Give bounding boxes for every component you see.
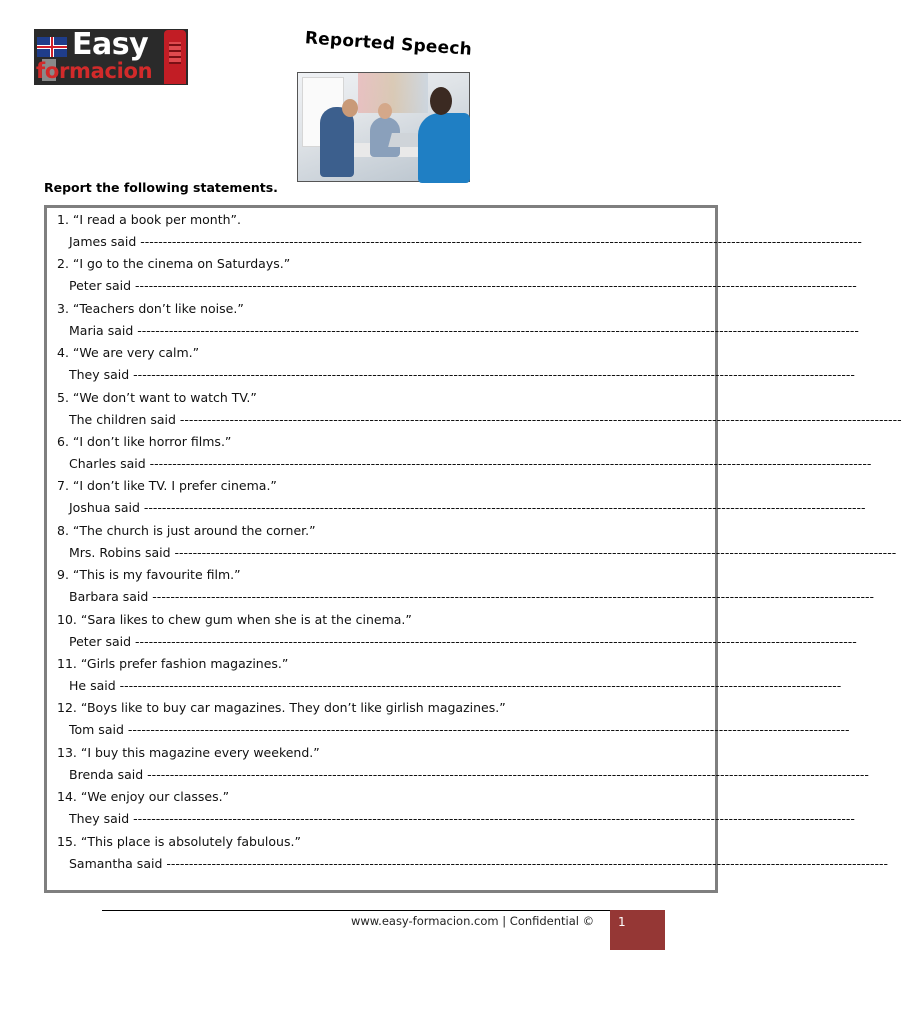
instruction-text: Report the following statements. <box>44 180 278 195</box>
answer-blank[interactable]: ---------------------------------------------------------------------------------------------------------------------------------------------------------------- <box>115 678 842 693</box>
answer-line-6[interactable] <box>57 456 872 471</box>
answer-line-4[interactable] <box>57 367 855 383</box>
statement-7: 7. “I don’t like TV. I prefer cinema.” <box>57 478 277 494</box>
statement-11: 11. “Girls prefer fashion magazines.” <box>57 656 289 671</box>
logo-text-formacion: formacion <box>36 59 153 83</box>
statement-8: 8. “The church is just around the corner.” <box>57 522 316 538</box>
answer-label: Brenda said <box>69 766 144 782</box>
brand-logo <box>34 29 188 85</box>
answer-label: He said <box>69 678 116 693</box>
answer-label: Maria said <box>69 322 134 338</box>
answer-blank[interactable]: ---------------------------------------------------------------------------------------------------------------------------------------------------------------- <box>148 589 874 605</box>
answer-label: Samantha said <box>69 855 163 871</box>
answer-label: They said <box>69 367 130 383</box>
answer-blank[interactable]: ---------------------------------------------------------------------------------------------------------------------------------------------------------------- <box>162 855 889 871</box>
statement-9: 9. “This is my favourite film.” <box>57 567 241 583</box>
answer-line-1[interactable] <box>57 234 862 249</box>
answer-blank[interactable]: ---------------------------------------------------------------------------------------------------------------------------------------------------------------- <box>145 456 872 471</box>
answer-label: They said <box>69 811 130 827</box>
answer-label: James said <box>69 234 137 249</box>
answer-label: Barbara said <box>69 589 149 605</box>
answer-label: Joshua said <box>69 500 140 516</box>
answer-line-11[interactable] <box>57 678 842 693</box>
answer-blank[interactable]: ---------------------------------------------------------------------------------------------------------------------------------------------------------------- <box>139 500 866 516</box>
answer-line-12[interactable] <box>57 722 850 738</box>
answer-blank[interactable]: ---------------------------------------------------------------------------------------------------------------------------------------------------------------- <box>175 411 902 427</box>
answer-label: Mrs. Robins said <box>69 544 171 560</box>
page-title: Reported Speech <box>304 28 473 60</box>
answer-blank[interactable]: ---------------------------------------------------------------------------------------------------------------------------------------------------------------- <box>170 544 897 560</box>
statement-12: 12. “Boys like to buy car magazines. They don’t like girlish magazines.” <box>57 700 506 716</box>
phone-booth-icon <box>164 30 186 84</box>
logo-text-easy: Easy <box>72 27 149 62</box>
footer-text: www.easy-formacion.com | Confidential © <box>351 914 595 928</box>
statement-14: 14. “We enjoy our classes.” <box>57 789 230 805</box>
statement-4: 4. “We are very calm.” <box>57 345 200 361</box>
answer-label: The children said <box>69 411 176 427</box>
footer-divider <box>102 910 610 911</box>
answer-blank[interactable]: ---------------------------------------------------------------------------------------------------------------------------------------------------------------- <box>129 811 855 827</box>
answer-line-13[interactable] <box>57 766 869 782</box>
answer-blank[interactable]: ---------------------------------------------------------------------------------------------------------------------------------------------------------------- <box>131 633 857 649</box>
statement-5: 5. “We don’t want to watch TV.” <box>57 389 257 405</box>
union-jack-icon <box>37 37 67 57</box>
answer-label: Charles said <box>69 456 146 471</box>
answer-label: Peter said <box>69 633 132 649</box>
answer-line-3[interactable] <box>57 322 859 338</box>
answer-line-15[interactable] <box>57 855 889 871</box>
statement-2: 2. “I go to the cinema on Saturdays.” <box>57 256 291 272</box>
answer-line-10[interactable] <box>57 633 857 649</box>
answer-line-9[interactable] <box>57 589 874 605</box>
answer-blank[interactable]: ---------------------------------------------------------------------------------------------------------------------------------------------------------------- <box>123 722 850 738</box>
answer-blank[interactable]: ---------------------------------------------------------------------------------------------------------------------------------------------------------------- <box>143 766 869 782</box>
answer-label: Peter said <box>69 278 132 294</box>
answer-label: Tom said <box>69 722 124 738</box>
answer-line-7[interactable] <box>57 500 866 516</box>
answer-line-2[interactable] <box>57 278 857 294</box>
statement-15: 15. “This place is absolutely fabulous.” <box>57 833 301 849</box>
statement-1: 1. “I read a book per month”. <box>57 212 241 227</box>
statement-10: 10. “Sara likes to chew gum when she is at the cinema.” <box>57 611 412 627</box>
answer-blank[interactable]: ---------------------------------------------------------------------------------------------------------------------------------------------------------------- <box>129 367 855 383</box>
statement-13: 13. “I buy this magazine every weekend.” <box>57 744 320 760</box>
answer-line-8[interactable] <box>57 544 897 560</box>
statement-3: 3. “Teachers don’t like noise.” <box>57 300 244 316</box>
exercise-box <box>44 205 902 893</box>
page-number: 1 <box>610 910 665 950</box>
answer-blank[interactable]: ---------------------------------------------------------------------------------------------------------------------------------------------------------------- <box>136 234 862 249</box>
answer-line-5[interactable] <box>57 411 902 427</box>
statement-6: 6. “I don’t like horror films.” <box>57 434 232 449</box>
answer-line-14[interactable] <box>57 811 855 827</box>
answer-blank[interactable]: ---------------------------------------------------------------------------------------------------------------------------------------------------------------- <box>133 322 859 338</box>
classroom-photo <box>297 72 470 182</box>
answer-blank[interactable]: ---------------------------------------------------------------------------------------------------------------------------------------------------------------- <box>131 278 857 294</box>
